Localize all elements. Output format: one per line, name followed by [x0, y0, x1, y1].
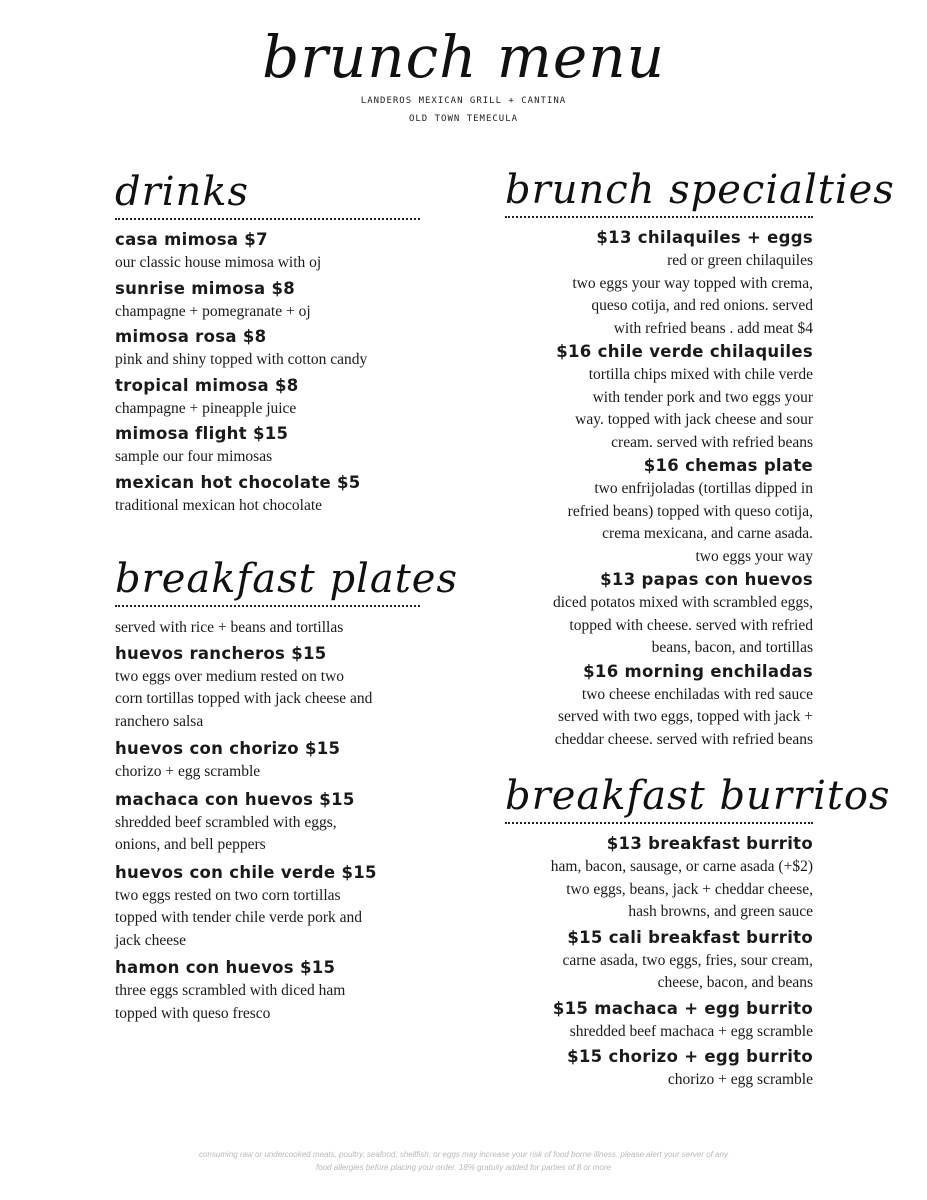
menu-item — [115, 325, 420, 372]
menu-item-description: cheddar cheese. served with refried beans — [554, 730, 813, 748]
menu-item-description: shredded beef scrambled with eggs, — [115, 813, 337, 831]
menu-item-description: with tender pork and two eggs your — [592, 388, 813, 406]
breakfast-burritos-section — [505, 772, 891, 1092]
menu-item — [115, 228, 420, 275]
menu-item-description: topped with queso fresco — [115, 1004, 271, 1022]
brunch-specialties-heading: brunch specialties — [505, 167, 895, 213]
menu-item-description: ranchero salsa — [115, 712, 204, 730]
menu-item-description: three eggs scrambled with diced ham — [115, 982, 346, 999]
menu-item-description: hash browns, and green sauce — [628, 903, 813, 920]
brunch-specialties-list — [505, 226, 813, 751]
menu-item-description: chorizo + egg scramble — [115, 763, 261, 780]
menu-item — [115, 737, 420, 784]
menu-item-description: diced potatos mixed with scrambled eggs, — [553, 594, 813, 611]
menu-item-name: $13 breakfast burrito — [606, 834, 813, 853]
menu-item — [505, 340, 813, 454]
footer-disclaimer — [140, 1148, 787, 1174]
drinks-divider — [115, 218, 420, 220]
drinks-heading: drinks — [115, 169, 250, 215]
menu-item-description: jack cheese — [115, 931, 186, 949]
menu-item-description: shredded beef machaca + egg scramble — [569, 1022, 813, 1040]
menu-item-description: with refried beans . add meat $4 — [613, 319, 813, 337]
restaurant-name: LANDEROS MEXICAN GRILL + CANTINA — [360, 96, 567, 106]
menu-item-name: tropical mimosa $8 — [115, 375, 299, 395]
breakfast-plates-note: served with rice + beans and tortillas — [115, 619, 344, 636]
menu-item-name: mexican hot chocolate $5 — [115, 472, 361, 492]
menu-item-name: sunrise mimosa $8 — [115, 278, 296, 298]
menu-item-description: two cheese enchiladas with red sauce — [581, 685, 813, 703]
drinks-section — [115, 168, 420, 517]
menu-item — [505, 660, 813, 752]
menu-item-description: topped with cheese. served with refried — [569, 616, 813, 634]
menu-item-name: $15 chorizo + egg burrito — [567, 1047, 813, 1066]
breakfast-plates-list — [115, 642, 420, 1026]
menu-item-description: cream. served with refried beans — [611, 433, 813, 451]
menu-item-name: huevos con chorizo $15 — [115, 739, 341, 758]
menu-item-name: $16 chemas plate — [643, 456, 813, 475]
menu-item-description: sample our four mimosas — [115, 448, 273, 465]
menu-item-description: chorizo + egg scramble — [667, 1071, 813, 1088]
menu-item — [115, 642, 420, 734]
menu-item — [505, 832, 813, 924]
menu-item-description: two eggs over medium rested on two — [115, 667, 345, 685]
menu-item-description: two eggs, beans, jack + cheddar cheese, — [566, 880, 813, 898]
menu-item-description: champagne + pineapple juice — [115, 399, 297, 417]
menu-item-name: $15 machaca + egg burrito — [552, 998, 813, 1018]
menu-item-description: two eggs your way — [695, 547, 813, 565]
menu-item-name: $13 papas con huevos — [600, 570, 813, 589]
menu-item-name: hamon con huevos $15 — [115, 958, 336, 977]
menu-item-description: traditional mexican hot chocolate — [115, 496, 323, 514]
menu-item-name: mimosa rosa $8 — [115, 327, 267, 346]
menu-item-name: $13 chilaquiles + eggs — [596, 228, 813, 247]
drinks-list — [115, 228, 420, 517]
menu-item-name: mimosa flight $15 — [115, 424, 289, 443]
menu-item-description: cheese, bacon, and beans — [657, 974, 813, 991]
menu-item-description: topped with tender chile verde pork and — [115, 909, 363, 926]
menu-item-description: tortilla chips mixed with chile verde — [588, 366, 813, 383]
brunch-specialties-divider — [505, 216, 813, 218]
menu-item-description: pink and shiny topped with cotton candy — [115, 351, 368, 368]
menu-item — [505, 454, 813, 568]
breakfast-burritos-list — [505, 832, 813, 1092]
menu-item-description: beans, bacon, and tortillas — [651, 639, 813, 656]
menu-item-description: our classic house mimosa with oj — [115, 254, 322, 271]
menu-item-name: $16 morning enchiladas — [583, 661, 813, 681]
brunch-specialties-section — [505, 166, 895, 751]
footer-line-1: consuming raw or undercooked meats, poultry, seafood, shellfish, or eggs may increase your risk of food borne illness. please alert your server of any — [198, 1150, 728, 1159]
menu-item-description: corn tortillas topped with jack cheese and — [115, 690, 373, 707]
restaurant-location: OLD TOWN TEMECULA — [408, 114, 519, 124]
menu-item — [505, 926, 813, 995]
breakfast-plates-heading: breakfast plates — [115, 556, 458, 602]
breakfast-plates-section — [115, 555, 458, 1025]
menu-item — [115, 471, 420, 518]
menu-item-name: casa mimosa $7 — [115, 230, 268, 249]
menu-item-name: huevos rancheros $15 — [115, 643, 327, 663]
menu-item — [115, 422, 420, 469]
menu-item-description: crema mexicana, and carne asada. — [602, 525, 813, 542]
menu-item-description: refried beans) topped with queso cotija, — [567, 502, 813, 520]
menu-item-name: $15 cali breakfast burrito — [567, 927, 813, 947]
menu-item-description: onions, and bell peppers — [115, 836, 266, 853]
menu-item-description: carne asada, two eggs, fries, sour cream, — [562, 951, 813, 969]
menu-title: brunch menu — [262, 23, 665, 91]
menu-item-description: champagne + pomegranate + oj — [115, 302, 311, 320]
menu-item-description: queso cotija, and red onions. served — [591, 297, 813, 314]
menu-item-description: two eggs your way topped with crema, — [572, 274, 813, 292]
menu-item — [505, 568, 813, 660]
menu-item — [115, 861, 420, 953]
breakfast-burritos-divider — [505, 822, 813, 824]
footer-line-2: food allergies before placing your order. 18% gratuity added for parties of 8 or more — [316, 1163, 611, 1172]
menu-item-description: red or green chilaquiles — [667, 252, 813, 269]
menu-item-name: machaca con huevos $15 — [115, 789, 355, 809]
menu-item-name: huevos con chile verde $15 — [115, 862, 377, 882]
menu-item-description: two eggs rested on two corn tortillas — [115, 886, 341, 904]
menu-item-name: $16 chile verde chilaquiles — [556, 342, 813, 361]
menu-item-description: two enfrijoladas (tortillas dipped in — [594, 480, 813, 497]
menu-item — [115, 277, 420, 324]
menu-item — [115, 374, 420, 421]
menu-item-description: ham, bacon, sausage, or carne asada (+$2) — [550, 858, 813, 875]
menu-item — [115, 956, 420, 1025]
menu-item — [505, 1045, 813, 1092]
menu-item-description: way. topped with jack cheese and sour — [575, 411, 813, 428]
breakfast-plates-divider — [115, 605, 420, 607]
menu-item-description: served with two eggs, topped with jack + — [558, 708, 813, 725]
menu-item — [505, 997, 813, 1044]
menu-item — [115, 788, 420, 857]
breakfast-burritos-heading: breakfast burritos — [505, 773, 891, 819]
menu-item — [505, 226, 813, 340]
